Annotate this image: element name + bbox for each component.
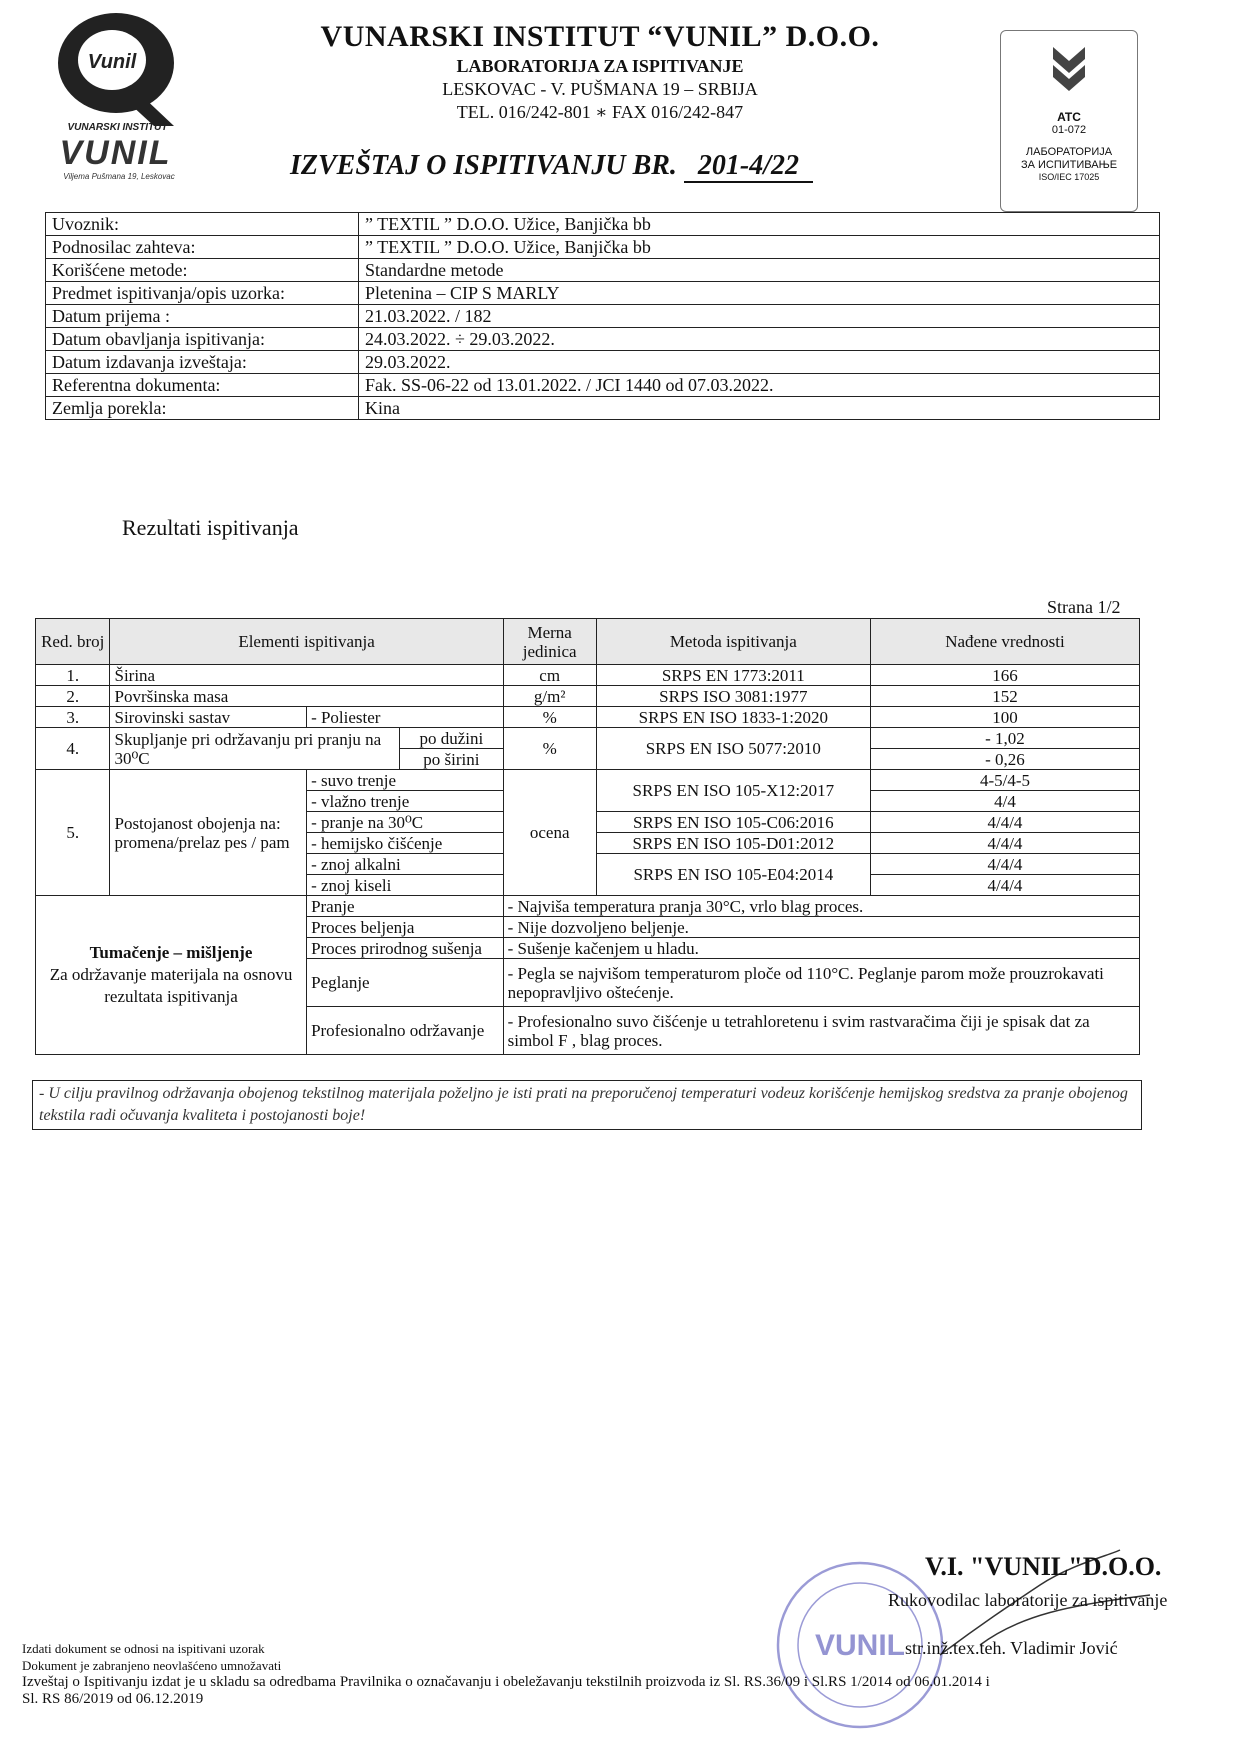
info-value: ” TEXTIL ” D.O.O. Užice, Banjička bb	[359, 236, 1160, 259]
row-method: SRPS EN ISO 5077:2010	[596, 728, 870, 770]
row-value: - 1,02	[870, 728, 1139, 749]
signature-name: str.inž.tex.teh. Vladimir Jović	[905, 1638, 1118, 1658]
row-value: 4/4/4	[870, 812, 1139, 833]
footer-line: Sl. RS 86/2019 od 06.12.2019	[22, 1691, 204, 1707]
institute-logo	[44, 8, 184, 128]
row-unit: %	[503, 707, 596, 728]
row-method: SRPS EN ISO 1833-1:2020	[596, 707, 870, 728]
col-header-method: Metoda ispitivanja	[596, 619, 870, 665]
care-label: Proces beljenja	[307, 917, 504, 938]
stamp-text: VUNIL	[815, 1629, 905, 1662]
table-row	[36, 707, 1140, 728]
row-value: 4-5/4-5	[870, 770, 1139, 791]
row-subelement: - pranje na 30⁰C	[307, 812, 504, 833]
info-label: Datum obavljanja ispitivanja:	[46, 328, 359, 351]
care-text: - Sušenje kačenjem u hladu.	[503, 938, 1139, 959]
signature-role: Rukovodilac laboratorije za ispitivanje	[888, 1590, 1168, 1610]
row-subelement: - hemijsko čišćenje	[307, 833, 504, 854]
row-method: SRPS EN ISO 105-C06:2016	[596, 812, 870, 833]
interpretation-cell	[36, 896, 307, 1055]
row-value: 4/4/4	[870, 854, 1139, 875]
interpretation-title: Tumačenje – mišljenje	[89, 943, 253, 962]
info-label: Korišćene metode:	[46, 259, 359, 282]
row-subelement: - znoj alkalni	[307, 854, 504, 875]
row-value: 4/4/4	[870, 875, 1139, 896]
care-row	[36, 896, 1140, 917]
row-subelement: po dužini	[400, 728, 503, 749]
results-table	[35, 618, 1140, 1055]
signature-firm: V.I. "VUNIL"D.O.O.	[925, 1552, 1162, 1581]
row-no: 5.	[36, 770, 110, 896]
row-method: SRPS EN ISO 105-E04:2014	[596, 854, 870, 896]
table-row	[36, 728, 1140, 749]
atc-code: ATC	[1057, 110, 1081, 124]
row-value: 152	[870, 686, 1139, 707]
care-text: - Pegla se najvišom temperaturom ploče od 110°C. Peglanje parom može prouzrokavati nepopravljivo oštećenje.	[503, 959, 1139, 1007]
row-unit: %	[503, 728, 596, 770]
row-value: 166	[870, 665, 1139, 686]
info-row	[46, 397, 1160, 420]
row-value: - 0,26	[870, 749, 1139, 770]
institute-phone: TEL. 016/242-801 ∗ FAX 016/242-847	[456, 102, 744, 122]
info-row	[46, 351, 1160, 374]
col-header-value: Nađene vrednosti	[870, 619, 1139, 665]
table-row	[36, 665, 1140, 686]
row-value: 4/4/4	[870, 833, 1139, 854]
row-subelement: po širini	[400, 749, 503, 770]
info-row	[46, 374, 1160, 397]
info-value: 21.03.2022. / 182	[359, 305, 1160, 328]
row-no: 4.	[36, 728, 110, 770]
care-text: - Profesionalno suvo čišćenje u tetrahloretenu i svim rastvaračima čiji je spisak dat za simbol F , blag proces.	[503, 1007, 1139, 1055]
footer-line: Izdati dokument se odnosi na ispitivani uzorak	[22, 1641, 265, 1656]
footer-line: Izveštaj o Ispitivanju izdat je u skladu sa odredbama Pravilnika o označavanju i obeležavanju tekstilnih proizvoda iz Sl. RS.36/09 i Sl.RS 1/2014 od 06.01.2014 i	[22, 1674, 990, 1690]
care-text: - Najviša temperatura pranja 30°C, vrlo blag proces.	[503, 896, 1139, 917]
care-label: Proces prirodnog sušenja	[307, 938, 504, 959]
institute-name: VUNARSKI INSTITUT “VUNIL” D.O.O.	[320, 20, 880, 53]
row-method: SRPS EN ISO 105-X12:2017	[596, 770, 870, 812]
row-subelement: - Poliester	[307, 707, 504, 728]
table-row	[36, 770, 1140, 791]
info-label: Podnosilac zahteva:	[46, 236, 359, 259]
info-label: Zemlja porekla:	[46, 397, 359, 420]
row-element: Širina	[110, 665, 503, 686]
info-label: Uvoznik:	[46, 213, 359, 236]
info-value: 24.03.2022. ÷ 29.03.2022.	[359, 328, 1160, 351]
row-element: Površinska masa	[110, 686, 503, 707]
logo-institute-label: VUNARSKI INSTITUT	[67, 122, 168, 133]
row-value: 4/4	[870, 791, 1139, 812]
row-element: Postojanost obojenja na: promena/prelaz pes / pam	[110, 770, 307, 896]
logo-mark-text: Vunil	[87, 51, 137, 73]
atc-lab-line1: ЛАБОРАТОРИЈА	[1025, 146, 1113, 158]
footer	[22, 1640, 990, 1708]
info-value: Standardne metode	[359, 259, 1160, 282]
logo-address: Viljema Pušmana 19, Leskovac	[63, 172, 175, 181]
atc-lab-line2: ЗА ИСПИТИВАЊЕ	[1020, 159, 1118, 171]
accreditation-badge	[1000, 30, 1138, 212]
lab-name: LABORATORIJA ZA ISPITIVANJE	[456, 56, 744, 76]
row-unit: cm	[503, 665, 596, 686]
col-header-element: Elementi ispitivanja	[110, 619, 503, 665]
info-value: 29.03.2022.	[359, 351, 1160, 374]
row-subelement: - suvo trenje	[307, 770, 504, 791]
info-row	[46, 305, 1160, 328]
accreditation-icon	[1039, 41, 1099, 101]
col-header-unit: Merna jedinica	[503, 619, 596, 665]
care-text: - Nije dozvoljeno beljenje.	[503, 917, 1139, 938]
institute-address: LESKOVAC - V. PUŠMANA 19 – SRBIJA	[442, 79, 758, 99]
info-row	[46, 259, 1160, 282]
info-row	[46, 328, 1160, 351]
info-label: Datum izdavanja izveštaja:	[46, 351, 359, 374]
info-label: Predmet ispitivanja/opis uzorka:	[46, 282, 359, 305]
row-no: 1.	[36, 665, 110, 686]
report-label: IZVEŠTAJ O ISPITIVANJU BR.	[290, 150, 677, 181]
info-row	[46, 282, 1160, 305]
row-unit: ocena	[503, 770, 596, 896]
info-row	[46, 236, 1160, 259]
report-info-table	[45, 212, 1160, 420]
row-element: Sirovinski sastav	[110, 707, 307, 728]
info-row	[46, 213, 1160, 236]
table-row	[36, 686, 1140, 707]
row-method: SRPS EN ISO 105-D01:2012	[596, 833, 870, 854]
footer-line: Dokument je zabranjeno neovlašćeno umnožavati	[22, 1658, 282, 1673]
row-value: 100	[870, 707, 1139, 728]
page-number: Strana 1/2	[1047, 597, 1121, 617]
atc-iso: ISO/IEC 17025	[1038, 172, 1100, 182]
info-value: ” TEXTIL ” D.O.O. Užice, Banjička bb	[359, 213, 1160, 236]
row-method: SRPS ISO 3081:1977	[596, 686, 870, 707]
info-value: Fak. SS-06-22 od 13.01.2022. / JCI 1440 od 07.03.2022.	[359, 374, 1160, 397]
letterhead	[300, 20, 900, 123]
info-value: Kina	[359, 397, 1160, 420]
interpretation-text: Za održavanje materijala na osnovu rezultata ispitivanja	[49, 965, 293, 1006]
report-number: 201-4/22	[684, 150, 813, 183]
row-no: 2.	[36, 686, 110, 707]
results-heading: Rezultati ispitivanja	[122, 515, 299, 540]
row-subelement: - vlažno trenje	[307, 791, 504, 812]
atc-number: 01-072	[1051, 124, 1087, 136]
logo-wordmark: VUNIL	[59, 134, 172, 172]
info-value: Pletenina – CIP S MARLY	[359, 282, 1160, 305]
care-label: Profesionalno održavanje	[307, 1007, 504, 1055]
care-label: Pranje	[307, 896, 504, 917]
report-title	[290, 150, 813, 182]
results-header-row	[36, 619, 1140, 665]
row-no: 3.	[36, 707, 110, 728]
row-subelement: - znoj kiseli	[307, 875, 504, 896]
info-label: Datum prijema :	[46, 305, 359, 328]
info-label: Referentna dokumenta:	[46, 374, 359, 397]
row-unit: g/m²	[503, 686, 596, 707]
care-label: Peglanje	[307, 959, 504, 1007]
col-header-no: Red. broj	[36, 619, 110, 665]
care-note: - U cilju pravilnog održavanja obojenog tekstilnog materijala poželjno je isti prati na preporučenoj temperaturi vodeuz korišćenje hemijskog sredstva za pranje obojenog tekstila radi očuvanja kvaliteta i postojanosti boje!	[32, 1080, 1142, 1130]
row-method: SRPS EN 1773:2011	[596, 665, 870, 686]
row-element: Skupljanje pri održavanju pri pranju na 30⁰C	[110, 728, 400, 770]
